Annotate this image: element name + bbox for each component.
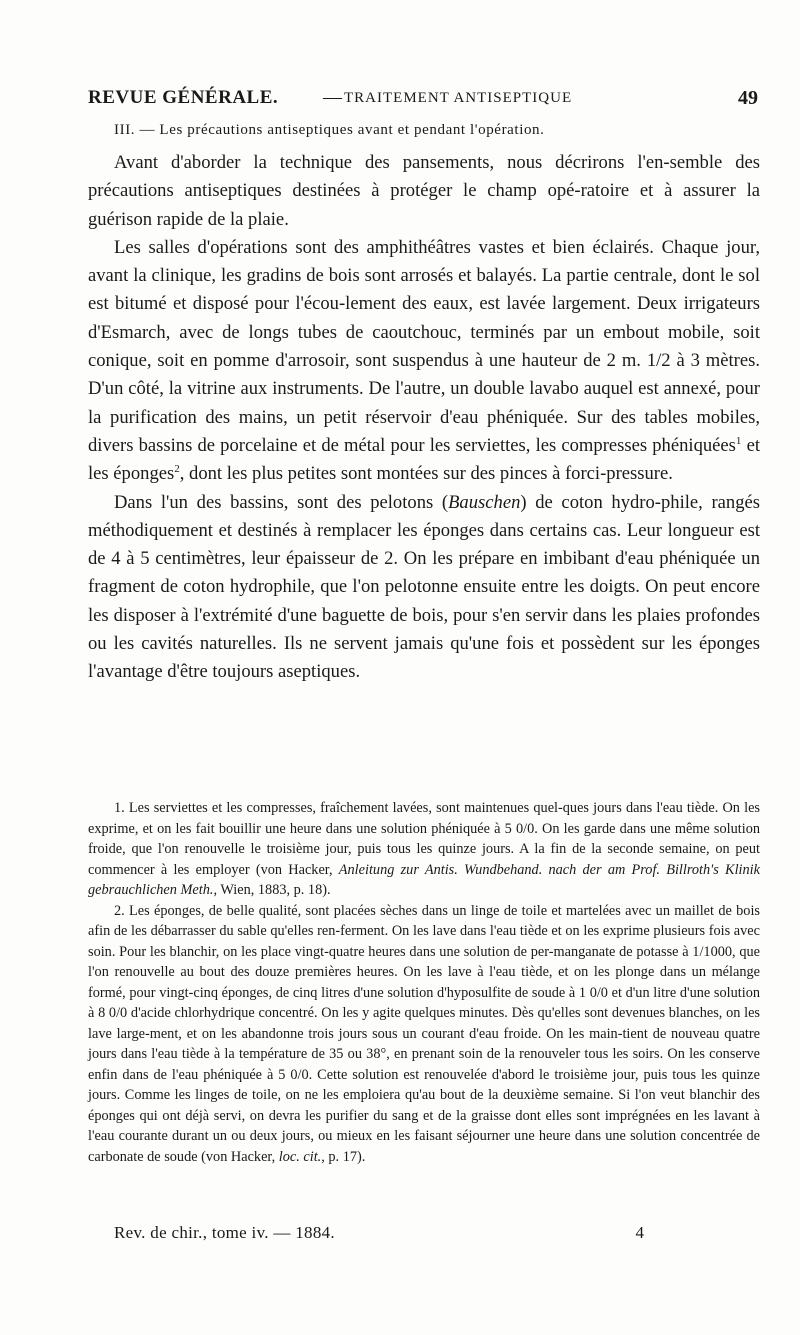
footnote-ref-2: 2 — [174, 463, 180, 476]
running-head-separator: — — [323, 87, 342, 108]
footnote-text: 2. Les éponges, de belle qualité, sont placées sèches dans un linge de toile et martelées avec un maillet de bois afin de les débarrasser du sable qu'elles ren-ferment. On les lave dans l'eau tiède et on les exprime plusieurs fois avec soin. Pour les blanchir, on les place vingt-quatre heures dans une solution de per-manganate de potasse à 1/1000, que l'on renouvelle au bout des douze premières heures. On les lave à l'eau tiède, et on les plonge dans un mélange formé, pour vingt-cinq éponges, de cinq litres d'une solution d'hyposulfite de soude à 1 0/0 et d'un litre d'une solution à 8 0/0 d'acide chlorhydrique concentré. On les y agite quelques minutes. Dès qu'elles sont devenues blanches, on les lave large-ment, et on les abandonne trois jours sous un courant d'eau froide. On les main-tient de nouveau quatre jours dans l'eau tiède à la température de 35 ou 38°, en prenant soin de la renouveler tous les soirs. On les conserve enfin dans de l'eau phéniquée à 5 0/0. Cette solution est renouvelée d'abord le troisième jour, puis tous les quinze jours. Comme les linges de toile, on ne les emploiera qu'au bout de la deuxième semaine. Si l'on veut blanchir des éponges qui ont déjà servi, on devra les purifier du sang et de la graisse dont elles sont imprégnées en les lavant à l'eau courante durant un ou deux jours, ou mieux en les faisant séjourner une heure dans une solution concentrée de carbonate de soude (von Hacker, — [88, 902, 760, 1165]
paragraph-text: et les éponges — [88, 434, 760, 485]
footnote-1 — [88, 798, 760, 901]
page-number: 49 — [738, 87, 758, 109]
german-term: Bauschen — [448, 491, 521, 513]
signature-number: 4 — [635, 1223, 644, 1242]
paragraph-intro: Avant d'aborder la technique des pansements, nous décrirons l'en-semble des précautions antiseptiques destinées à protéger le champ opé-ratoire et à assurer la guérison rapide de la plaie. — [88, 152, 760, 230]
footnote-text: 1. Les serviettes et les compresses, fraîchement lavées, sont maintenues quel-ques jours dans l'eau tiède. On les exprime, et on les fait bouillir une heure dans une solution phéniquée à 5 0/0. On les garde dans une même solution froide, que l'on renouvelle le troisième jour, puis tous les quinze jours. A la fin de la seconde semaine, on peut commencer à les employer (von Hacker, — [88, 800, 760, 878]
footnote-citation: loc. cit. — [278, 1148, 322, 1165]
journal-title: REVUE GÉNÉRALE. — [88, 87, 279, 108]
running-head — [88, 87, 758, 117]
article-subtitle: TRAITEMENT ANTISEPTIQUE — [344, 90, 573, 106]
paragraph-text: ) de coton hydro-phile, rangés méthodiquement et destinés à remplacer les éponges dans certains cas. Leur longueur est de 4 à 5 centimètres, leur épaisseur de 2. On les prépare en imbibant d'eau phéniquée un fragment de coton hydrophile, que l'on pelotonne ensuite entre les doigts. On peut encore les disposer à l'extrémité d'une baguette de bois, pour s'en servir dans les plaies profondes ou les cavités naturelles. Ils ne servent jamais qu'une fois et possèdent sur les éponges l'avantage d'être toujours aseptiques. — [88, 491, 760, 683]
paragraph-cotton-pellets — [88, 489, 760, 687]
signature-line: Rev. de chir., tome iv. — 1884. — [114, 1223, 335, 1242]
body-text — [88, 149, 760, 687]
paragraph-text: Les salles d'opérations sont des amphithéâtres vastes et bien éclairés. Chaque jour, avant la clinique, les gradins de bois sont arrosés et balayés. La partie centrale, dont le sol est bitumé et disposé pour l'écou-lement des eaux, est lavée largement. Deux irrigateurs d'Esmarch, avec de longs tubes de caoutchouc, terminés par un embout mobile, soit conique, soit en pomme d'arrosoir, sont suspendus à une hauteur de 2 m. 1/2 à 3 mètres. D'un côté, la vitrine aux instruments. De l'autre, un double lavabo auquel est annexé, pour la purification des mains, un petit réservoir d'eau phéniquée. Sur des tables mobiles, divers bassins de porcelaine et de métal pour les serviettes, les compresses phéniquées — [88, 236, 760, 456]
paragraph-text: , dont les plus petites sont montées sur des pinces à forci-pressure. — [179, 463, 673, 485]
footnotes — [88, 798, 760, 1167]
footnote-text: , Wien, 1883, p. 18). — [213, 882, 331, 898]
page-footer — [114, 1223, 644, 1247]
footnote-ref-1: 1 — [735, 434, 742, 447]
footnote-citation: Anleitung zur Antis. Wundbehand. nach der am Prof. Billroth's Klinik gebrauchlichen Meth. — [88, 861, 760, 898]
paragraph-text: Dans l'un des bassins, sont des pelotons ( — [114, 491, 449, 513]
paragraph-operating-rooms — [88, 234, 760, 489]
footnote-2 — [88, 901, 760, 1168]
footnote-text: , p. 17). — [321, 1148, 366, 1165]
section-heading: III. — Les précautions antiseptiques avant et pendant l'opération. — [114, 122, 545, 138]
